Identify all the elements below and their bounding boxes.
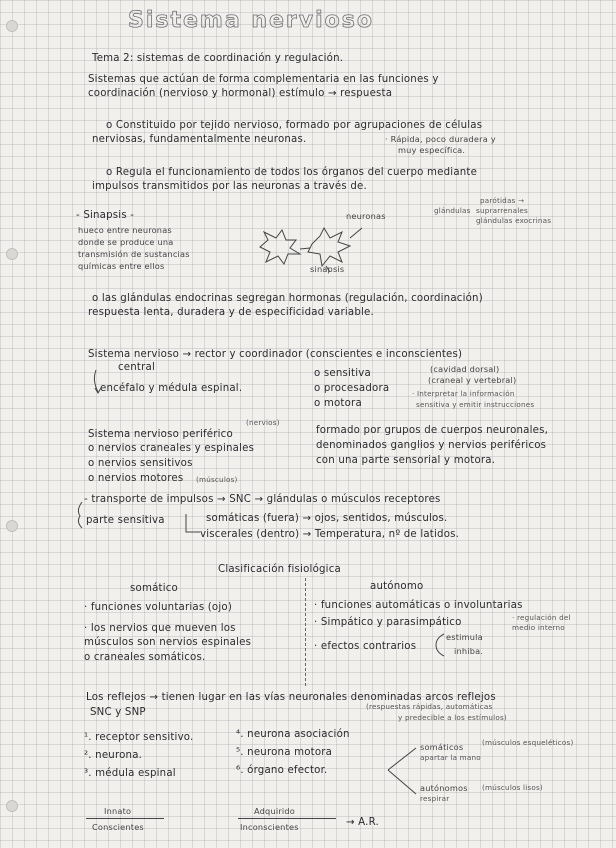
autonomic-1: · funciones automáticas o involuntarias (314, 600, 523, 611)
endocrine-line-1: o las glándulas endocrinas segregan hormonas (regulación, coordinación) (92, 293, 483, 304)
reflex-autonomic-example: respirar (420, 794, 450, 803)
synapse-def-2: donde se produce una (78, 237, 174, 247)
synapse-heading: - Sinapsis - (76, 210, 135, 221)
intro-line-2: coordinación (nervioso y hormonal) estímulo → respuesta (88, 88, 393, 99)
bullet-1-note-1: · Rápida, poco duradera y (385, 134, 496, 144)
reflex-branch (386, 744, 422, 804)
reflex-autonomic-note: (músculos lisos) (482, 783, 543, 792)
innate-divider (86, 818, 164, 819)
binder-hole-4 (6, 800, 18, 812)
transport-bracket (72, 500, 88, 530)
reflex-somatic-note: (músculos esqueléticos) (482, 738, 574, 747)
bullet-2-line-2: impulsos transmitidos por las neuronas a través de. (92, 181, 367, 192)
theme-line: Tema 2: sistemas de coordinación y regulación. (92, 53, 344, 64)
reflex-step-2: ². neurona. (84, 750, 143, 761)
bullet-1-line-1: o Constituido por tejido nervioso, formado por agrupaciones de células (106, 120, 483, 131)
acquired-label: Adquirido (254, 806, 295, 816)
reflex-somatic: somáticos (420, 742, 464, 752)
snc-line-3: encéfalo y médula espinal. (100, 383, 243, 394)
snc-note-2: (craneal y vertebral) (428, 375, 517, 385)
somatic-1: · funciones voluntarias (ojo) (84, 602, 233, 613)
autonomic-2-note-1: · regulación del (512, 613, 571, 622)
bullet-2-line-1: o Regula el funcionamiento de todos los órganos del cuerpo mediante (106, 167, 478, 178)
synapse-def-1: hueco entre neuronas (78, 225, 172, 235)
snp-line-3: o nervios sensitivos (88, 458, 193, 469)
snp-note: (nervios) (246, 418, 280, 427)
reflex-step-1: ¹. receptor sensitivo. (84, 732, 194, 743)
glands-exocrinas: glándulas exocrinas (476, 216, 552, 225)
transport-line-2: parte sensitiva (86, 515, 165, 526)
bullet-1-note-2: muy específica. (398, 145, 466, 155)
acquired-value: Inconscientes (240, 822, 299, 832)
autonomic-3-a: estimula (446, 632, 483, 642)
snc-line-1: Sistema nervioso → rector y coordinador (conscientes e inconscientes) (88, 349, 463, 360)
innate-value: Conscientes (92, 822, 144, 832)
intro-line-1: Sistemas que actúan de forma complementaria en las funciones y (88, 74, 439, 85)
acquired-divider (238, 818, 336, 819)
endocrine-line-2: respuesta lenta, duradera y de especificidad variable. (88, 307, 374, 318)
snc-func-1: o sensitiva (314, 368, 371, 379)
snp-line-2: o nervios craneales y espinales (88, 443, 255, 454)
glands-parotidas: parótidas → (480, 196, 525, 205)
snp-right-3: con una parte sensorial y motora. (316, 455, 496, 466)
binder-hole-3 (6, 520, 18, 532)
label-neuronas: neuronas (346, 211, 386, 221)
glands-label: glándulas (434, 206, 471, 215)
reflex-somatic-example: apartar la mano (420, 753, 481, 762)
reflex-step-6: ⁶. órgano efector. (236, 765, 328, 776)
reflex-note-2: y predecible a los estímulos) (398, 713, 507, 722)
label-sinapsis: sinapsis (310, 264, 345, 274)
snc-note-3: · Interpretar la información (412, 389, 515, 398)
binder-hole-1 (6, 20, 18, 32)
autonomic-2: · Simpático y parasimpático (314, 617, 462, 628)
reflex-step-5: ⁵. neurona motora (236, 747, 333, 758)
snc-note-4: sensitiva y emitir instrucciones (416, 400, 535, 409)
somatic-4: o craneales somáticos. (84, 652, 206, 663)
snp-line-1: Sistema nervioso periférico (88, 429, 233, 440)
reflex-step-3: ³. médula espinal (84, 768, 176, 779)
snc-note-1: (cavidad dorsal) (430, 364, 500, 374)
glands-suprarrenales: suprarrenales (476, 206, 528, 215)
snp-line-4-note: (músculos) (196, 475, 238, 484)
snp-line-4: o nervios motores (88, 473, 184, 484)
snc-func-2: o procesadora (314, 383, 390, 394)
synapse-def-4: químicas entre ellos (78, 261, 165, 271)
snp-right-2: denominados ganglios y nervios periféricos (316, 440, 547, 451)
somatic-3: músculos son nervios espinales (84, 637, 252, 648)
autonomic-2-note-2: medio interno (512, 623, 565, 632)
reflex-note-1: (respuestas rápidas, automáticas (366, 702, 493, 711)
snp-right-1: formado por grupos de cuerpos neuronales, (316, 425, 549, 436)
transport-line-4: viscerales (dentro) → Temperatura, nº de latidos. (200, 529, 460, 540)
snc-func-3: o motora (314, 398, 362, 409)
somatic-heading: somático (130, 583, 178, 594)
transport-line-3: somáticas (fuera) → ojos, sentidos, músculos. (206, 513, 448, 524)
autonomic-bracket (432, 632, 448, 658)
synapse-def-3: transmisión de sustancias (78, 249, 190, 259)
transport-line-1: - transporte de impulsos → SNC → glándulas o músculos receptores (84, 494, 441, 505)
reflex-step-4: ⁴. neurona asociación (236, 729, 350, 740)
snc-arrow (90, 368, 110, 398)
reflex-line-1: Los reflejos → tienen lugar en las vías neuronales denominadas arcos reflejos (86, 692, 496, 703)
reflex-line-2: SNC y SNP (90, 707, 146, 718)
binder-hole-2 (6, 248, 18, 260)
classification-title: Clasificación fisiológica (218, 564, 341, 575)
snc-line-2: central (118, 362, 155, 373)
autonomic-3: · efectos contrarios (314, 641, 417, 652)
innate-label: Innato (104, 806, 132, 816)
somatic-2: · los nervios que mueven los (84, 623, 236, 634)
transport-branch (182, 514, 202, 544)
reflex-autonomic: autónomos (420, 783, 468, 793)
classification-divider (305, 578, 307, 686)
bullet-1-line-2: nerviosas, fundamentalmente neuronas. (92, 134, 307, 145)
autonomic-3-b: inhiba. (454, 646, 484, 656)
page-title: Sistema nervioso (128, 8, 374, 33)
acquired-arrow: → A.R. (346, 817, 379, 828)
autonomic-heading: autónomo (370, 581, 424, 592)
